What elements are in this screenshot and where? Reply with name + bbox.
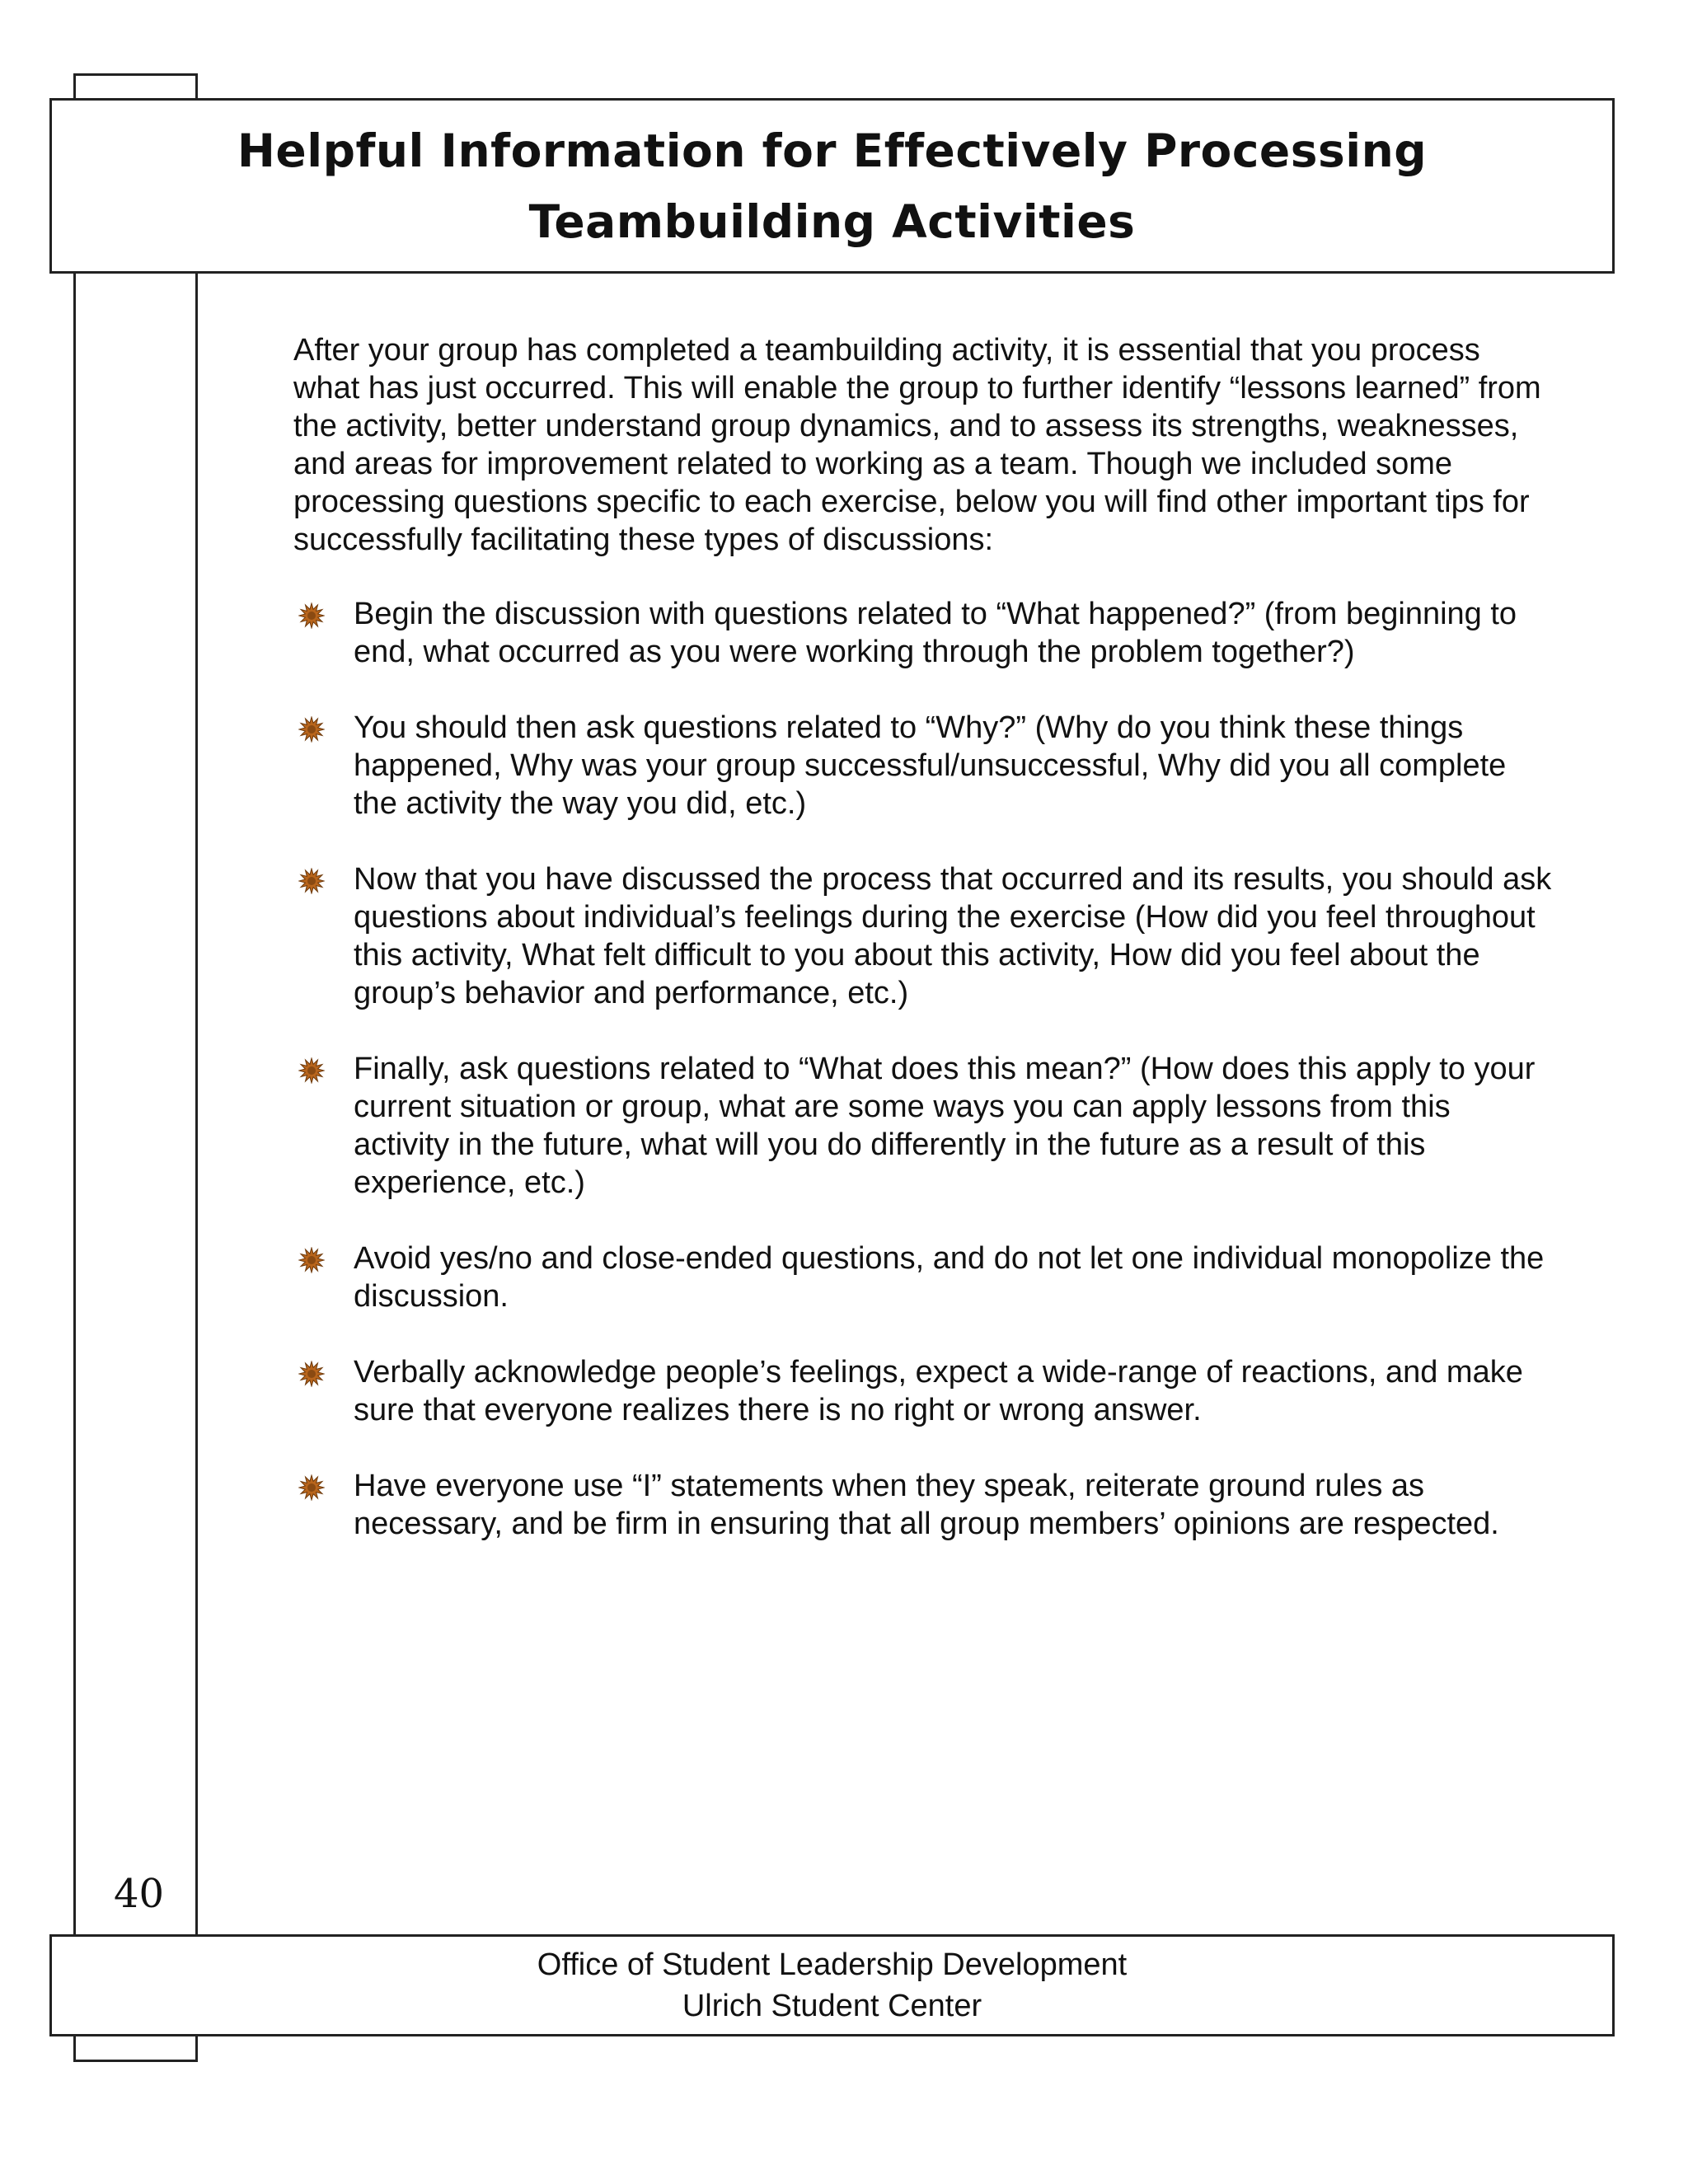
tip-text: Now that you have discussed the process that occurred and its results, you should ask questions about individual’s feelings during the exercise (How did you feel throughout this activity, What felt difficult to you about this activity, How did you feel about the group’s behavior and performance, etc.)	[354, 862, 1552, 1010]
page-title-line-2: Teambuilding Activities	[528, 194, 1136, 248]
footer-office: Office of Student Leadership Development	[537, 1947, 1128, 1982]
page-title	[132, 115, 1533, 257]
starburst-bullet-icon	[298, 1472, 325, 1498]
footer-box	[49, 1934, 1615, 2036]
tip-item	[293, 1240, 1554, 1315]
starburst-bullet-icon	[298, 1055, 325, 1081]
tips-list	[293, 595, 1554, 1543]
page-number: 40	[114, 1871, 165, 1917]
tip-item	[293, 1467, 1554, 1543]
tip-item	[293, 860, 1554, 1012]
binder-tab-bottom	[73, 2036, 198, 2062]
page-sidebar-column	[73, 97, 198, 2059]
binder-tab-top	[73, 73, 198, 100]
starburst-bullet-icon	[298, 1244, 325, 1271]
tip-item	[293, 1353, 1554, 1429]
starburst-bullet-icon	[298, 1358, 325, 1385]
tip-item	[293, 1050, 1554, 1202]
tip-text: You should then ask questions related to “Why?” (Why do you think these things happened, Why was your group successful/unsuccessful, Why did you all complete the activity the way you did, etc.)	[354, 710, 1507, 821]
tip-text: Begin the discussion with questions related to “What happened?” (from beginning to end, what occurred as you were working through the problem together?)	[354, 597, 1517, 669]
title-box	[49, 98, 1615, 274]
starburst-bullet-icon	[298, 865, 325, 892]
page-title-line-1: Helpful Information for Effectively Processing	[237, 124, 1428, 177]
tip-text: Verbally acknowledge people’s feelings, expect a wide-range of reactions, and make sure that everyone realizes there is no right or wrong answer.	[354, 1355, 1523, 1427]
starburst-bullet-icon	[298, 600, 325, 626]
tip-item	[293, 595, 1554, 671]
footer-location: Ulrich Student Center	[682, 1989, 982, 2023]
tip-text: Avoid yes/no and close-ended questions, and do not let one individual monopolize the discussion.	[354, 1241, 1545, 1314]
tip-text: Finally, ask questions related to “What does this mean?” (How does this apply to your current situation or group, what are some ways you can apply lessons from this activity in the future, what will you do differently in the future as a result of this experience, etc.)	[354, 1052, 1536, 1200]
tip-text: Have everyone use “I” statements when they speak, reiterate ground rules as necessary, and be firm in ensuring that all group members’ opinions are respected.	[354, 1469, 1499, 1541]
starburst-bullet-icon	[298, 714, 325, 740]
main-content	[293, 331, 1554, 1581]
tip-item	[293, 709, 1554, 823]
intro-paragraph: After your group has completed a teambuilding activity, it is essential that you process what has just occurred. This will enable the group to further identify “lessons learned” from the activity, better understand group dynamics, and to assess its strengths, weaknesses, and areas for improvement related to working as a team. Though we included some processing questions specific to each exercise, below you will find other important tips for successfully facilitating these types of discussions:	[293, 333, 1541, 557]
